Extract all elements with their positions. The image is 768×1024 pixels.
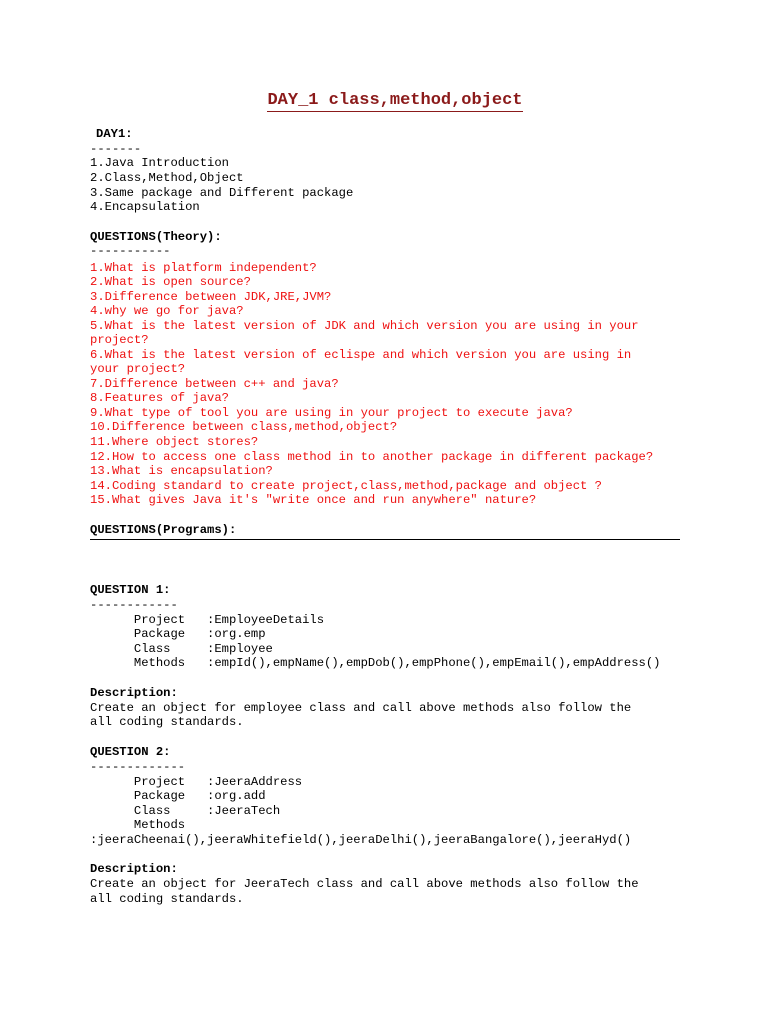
theory-question: 14.Coding standard to create project,class,method,package and object ?: [90, 479, 602, 493]
theory-question: 10.Difference between class,method,object?: [90, 420, 398, 434]
q1-heading: QUESTION 1:: [90, 583, 171, 597]
q2-description-heading: Description:: [90, 862, 178, 876]
theory-question: 12.How to access one class method in to another package in different package?: [90, 450, 654, 464]
theory-question: 9.What type of tool you are using in your project to execute java?: [90, 406, 573, 420]
q2-row: Class :JeeraTech: [90, 804, 281, 818]
section-divider: [90, 539, 680, 540]
q2-description: Create an object for JeeraTech class and call above methods also follow the: [90, 877, 639, 891]
q1-description: Create an object for employee class and call above methods also follow the: [90, 701, 632, 715]
q2-row: :jeeraCheenai(),jeeraWhitefield(),jeeraDelhi(),jeeraBangalore(),jeeraHyd(): [90, 833, 632, 847]
q2-dashes: -------------: [90, 760, 186, 774]
q1-dashes: ------------: [90, 598, 178, 612]
topic-item: 2.Class,Method,Object: [90, 171, 244, 185]
q1-row: Class :Employee: [90, 642, 273, 656]
theory-question: project?: [90, 333, 149, 347]
programs-heading: QUESTIONS(Programs):: [90, 523, 237, 537]
topic-item: 1.Java Introduction: [90, 156, 229, 170]
q2-row: Package :org.add: [90, 789, 266, 803]
theory-question: 11.Where object stores?: [90, 435, 259, 449]
q2-row: Project :JeeraAddress: [90, 775, 303, 789]
q1-row: Package :org.emp: [90, 627, 266, 641]
q2-heading: QUESTION 2:: [90, 745, 171, 759]
theory-question: 7.Difference between c++ and java?: [90, 377, 339, 391]
theory-question: 6.What is the latest version of eclispe and which version you are using in: [90, 348, 632, 362]
q1-row: Project :EmployeeDetails: [90, 613, 325, 627]
theory-dashes: -----------: [90, 244, 171, 258]
topic-item: 4.Encapsulation: [90, 200, 200, 214]
q2-description: all coding standards.: [90, 892, 244, 906]
document-title: DAY_1 class,method,object: [267, 91, 523, 110]
topic-item: 3.Same package and Different package: [90, 186, 354, 200]
theory-question: 15.What gives Java it's "write once and run anywhere" nature?: [90, 493, 537, 507]
theory-heading: QUESTIONS(Theory):: [90, 230, 222, 244]
day-heading: DAY1:: [96, 127, 133, 141]
theory-question: 2.What is open source?: [90, 275, 251, 289]
q1-description-heading: Description:: [90, 686, 178, 700]
theory-question: your project?: [90, 362, 186, 376]
theory-question: 1.What is platform independent?: [90, 261, 317, 275]
theory-question: 4.why we go for java?: [90, 304, 244, 318]
q1-description: all coding standards.: [90, 715, 244, 729]
q2-row: Methods: [90, 818, 186, 832]
q1-row: Methods :empId(),empName(),empDob(),empPhone(),empEmail(),empAddress(): [90, 656, 661, 670]
theory-question: 5.What is the latest version of JDK and which version you are using in your: [90, 319, 639, 333]
theory-question: 8.Features of java?: [90, 391, 229, 405]
day-dashes: -------: [90, 142, 142, 156]
theory-question: 3.Difference between JDK,JRE,JVM?: [90, 290, 332, 304]
theory-question: 13.What is encapsulation?: [90, 464, 273, 478]
